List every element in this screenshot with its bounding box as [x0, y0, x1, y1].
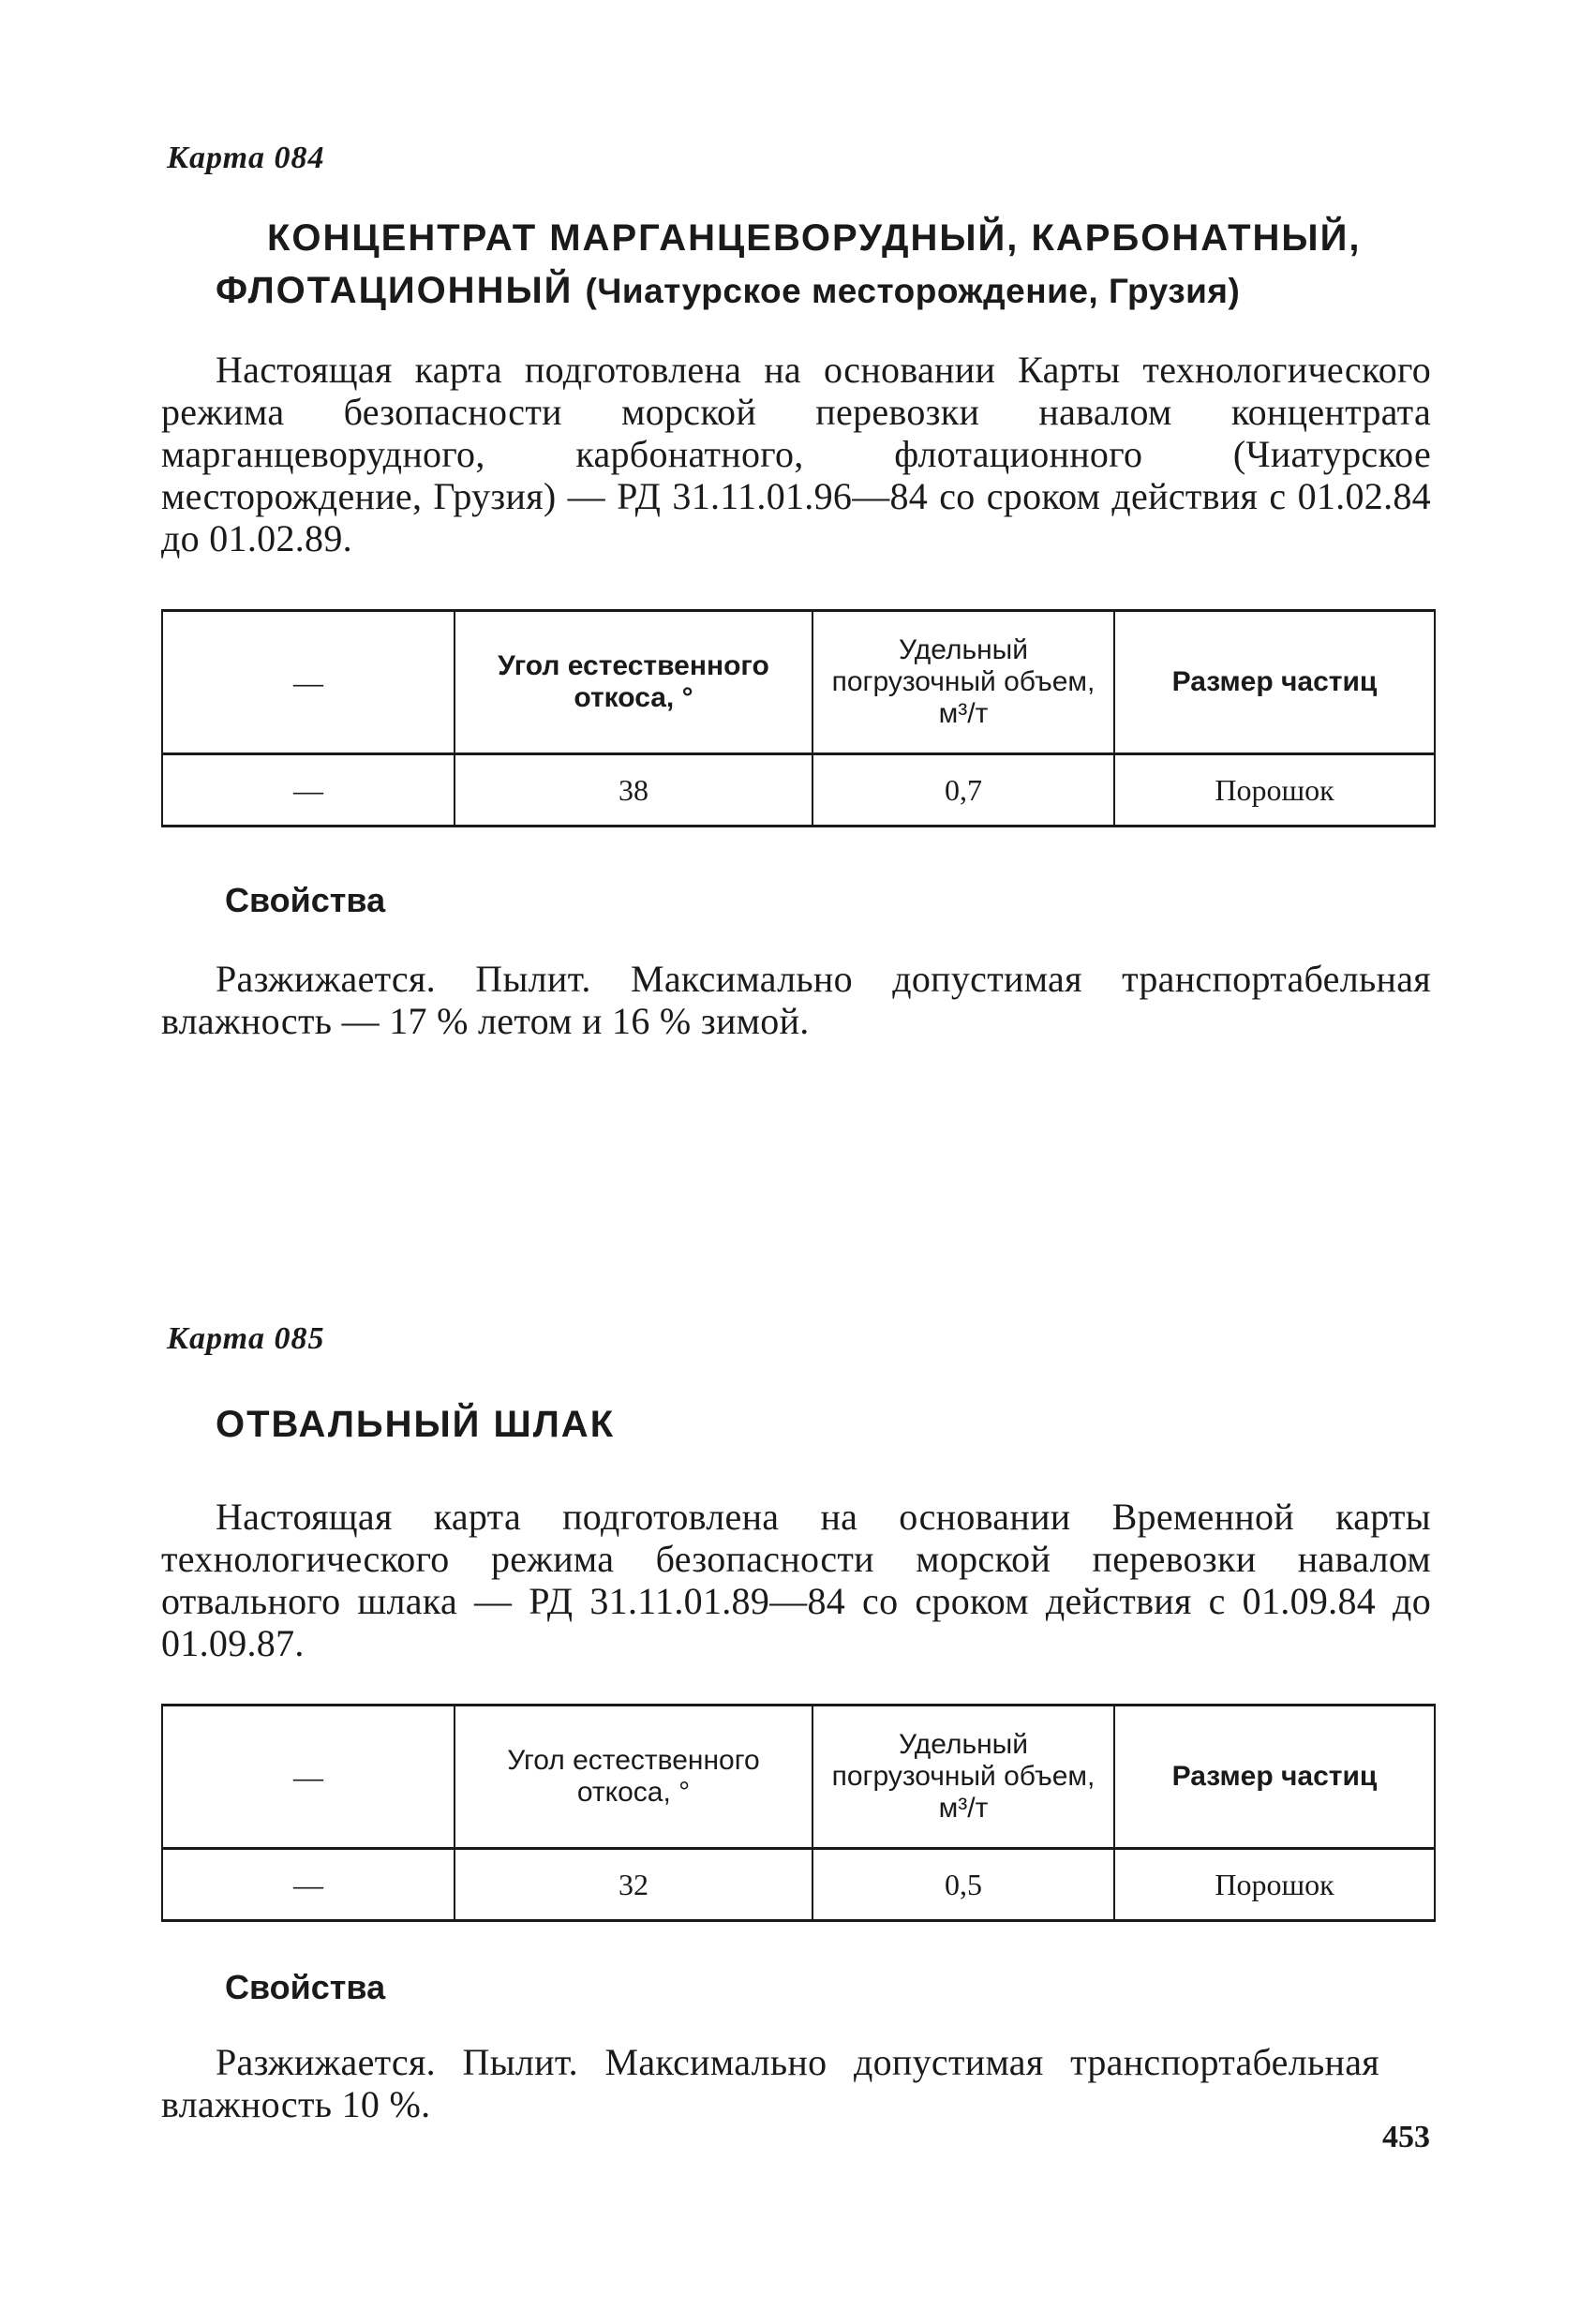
map-084-title-main: ФЛОТАЦИОННЫЙ: [216, 270, 574, 311]
map-084-intro: Настоящая карта подготовлена на основании Карты технологического режима безопасности морской перевозки навалом концентрата марганцеворудного, карбонатного, флотационного (Чиатурское месторождение, Грузия) — РД 31.11.01.96—84 со сроком действия с 01.02.84 до 01.02.89.: [161, 349, 1431, 559]
cell-size: Порошок: [1114, 754, 1435, 827]
cell-angle: 38: [455, 754, 812, 827]
map-085-properties-text: Разжижается. Пылит. Максимально допустимая транспортабельная влажность 10 %.: [161, 2041, 1379, 2125]
map-085-table: [161, 1704, 1436, 1922]
cell-size: Порошок: [1114, 1849, 1435, 1921]
map-085-title: ОТВАЛЬНЫЙ ШЛАК: [216, 1404, 616, 1445]
cell-volume: 0,5: [812, 1849, 1114, 1921]
header-cell-volume: Удельный погрузочный объем, м³/т: [812, 1706, 1114, 1849]
map-085-intro: Настоящая карта подготовлена на основании Временной карты технологического режима безопасности морской перевозки навалом отвального шлака — РД 31.11.01.89—84 со сроком действия с 01.09.84 до 01.09.87.: [161, 1496, 1431, 1664]
map-084-properties-title: Свойства: [225, 881, 386, 919]
map-084-label: Карта 084: [167, 141, 325, 175]
cell-dash: —: [162, 1849, 455, 1921]
map-085-label: Карта 085: [167, 1321, 325, 1356]
header-cell-dash: —: [162, 611, 455, 754]
header-cell-volume: Удельный погрузочный объем, м³/т: [812, 611, 1114, 754]
cell-angle: 32: [455, 1849, 812, 1921]
header-cell-size: Размер частиц: [1114, 611, 1435, 754]
table-row: [162, 1849, 1435, 1921]
table-row: [162, 754, 1435, 827]
cell-dash: —: [162, 754, 455, 827]
map-085-properties-title: Свойства: [225, 1968, 386, 2006]
header-cell-angle: Угол естественного откоса, °: [455, 1706, 812, 1849]
header-cell-dash: —: [162, 1706, 455, 1849]
page-number: 453: [1382, 2120, 1430, 2154]
map-084-properties-text: Разжижается. Пылит. Максимально допустимая транспортабельная влажность — 17 % летом и 16 % зимой.: [161, 958, 1431, 1042]
map-084-title: [216, 212, 1453, 318]
header-cell-angle: Угол естественного откоса, °: [455, 611, 812, 754]
table-header-row: [162, 611, 1435, 754]
map-084-title-line1: КОНЦЕНТРАТ МАРГАНЦЕВОРУДНЫЙ, КАРБОНАТНЫЙ,: [267, 217, 1362, 259]
cell-volume: 0,7: [812, 754, 1114, 827]
header-cell-size: Размер частиц: [1114, 1706, 1435, 1849]
map-084-title-paren: (Чиатурское месторождение, Грузия): [585, 272, 1241, 310]
map-084-table: [161, 609, 1436, 827]
table-header-row: [162, 1706, 1435, 1849]
map-084-title-line2: [216, 264, 1453, 318]
